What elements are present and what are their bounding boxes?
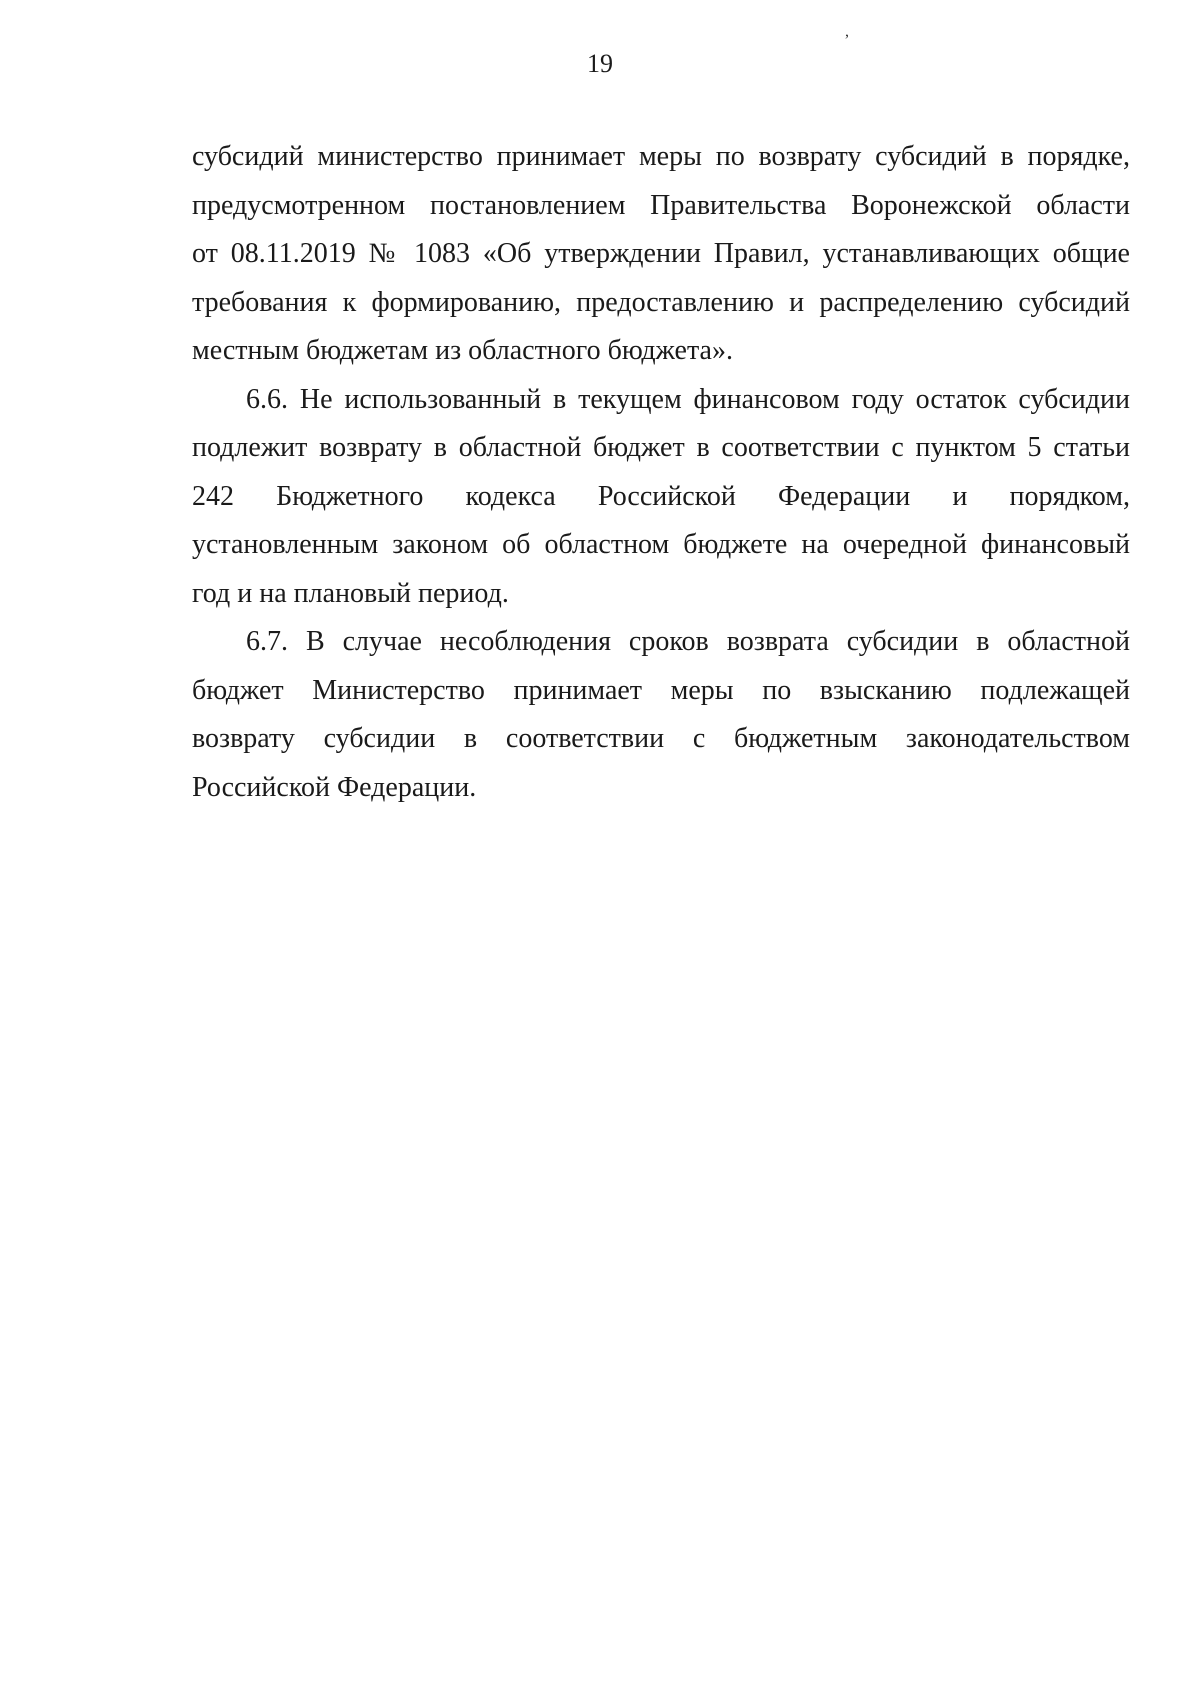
text-line: установленным законом об областном бюджете на очередной финансовый: [192, 529, 1130, 560]
text-line: местным бюджетам из областного бюджета».: [192, 335, 733, 366]
text-line: Российской Федерации.: [192, 771, 477, 803]
text-line: 6.7. В случае несоблюдения сроков возврата субсидии в областной: [246, 626, 1130, 657]
text-line: 242 Бюджетного кодекса Российской Федерации и порядком,: [192, 480, 1130, 512]
text-line: субсидий министерство принимает меры по возврату субсидий в порядке,: [192, 141, 1130, 172]
text-line: 6.6. Не использованный в текущем финансовом году остаток субсидии: [246, 383, 1130, 415]
text-line: предусмотренном постановлением Правительства Воронежской области: [192, 189, 1130, 221]
document-body: [192, 133, 1130, 812]
paragraph-continuation: [192, 133, 1130, 376]
text-line: подлежит возврату в областной бюджет в соответствии с пунктом 5 статьи: [192, 432, 1130, 463]
text-line: возврату субсидии в соответствии с бюджетным законодательством: [192, 723, 1130, 754]
text-line: от 08.11.2019 № 1083 «Об утверждении Правил, устанавливающих общие: [192, 238, 1130, 269]
page-number: 19: [587, 49, 613, 78]
scan-mark: ,: [845, 23, 849, 40]
paragraph-6-6: [192, 376, 1130, 619]
text-line: требования к формированию, предоставлению и распределению субсидий: [192, 286, 1130, 318]
text-line: год и на плановый период.: [192, 577, 509, 609]
text-line: бюджет Министерство принимает меры по взысканию подлежащей: [192, 674, 1130, 706]
paragraph-6-7: [192, 618, 1130, 812]
